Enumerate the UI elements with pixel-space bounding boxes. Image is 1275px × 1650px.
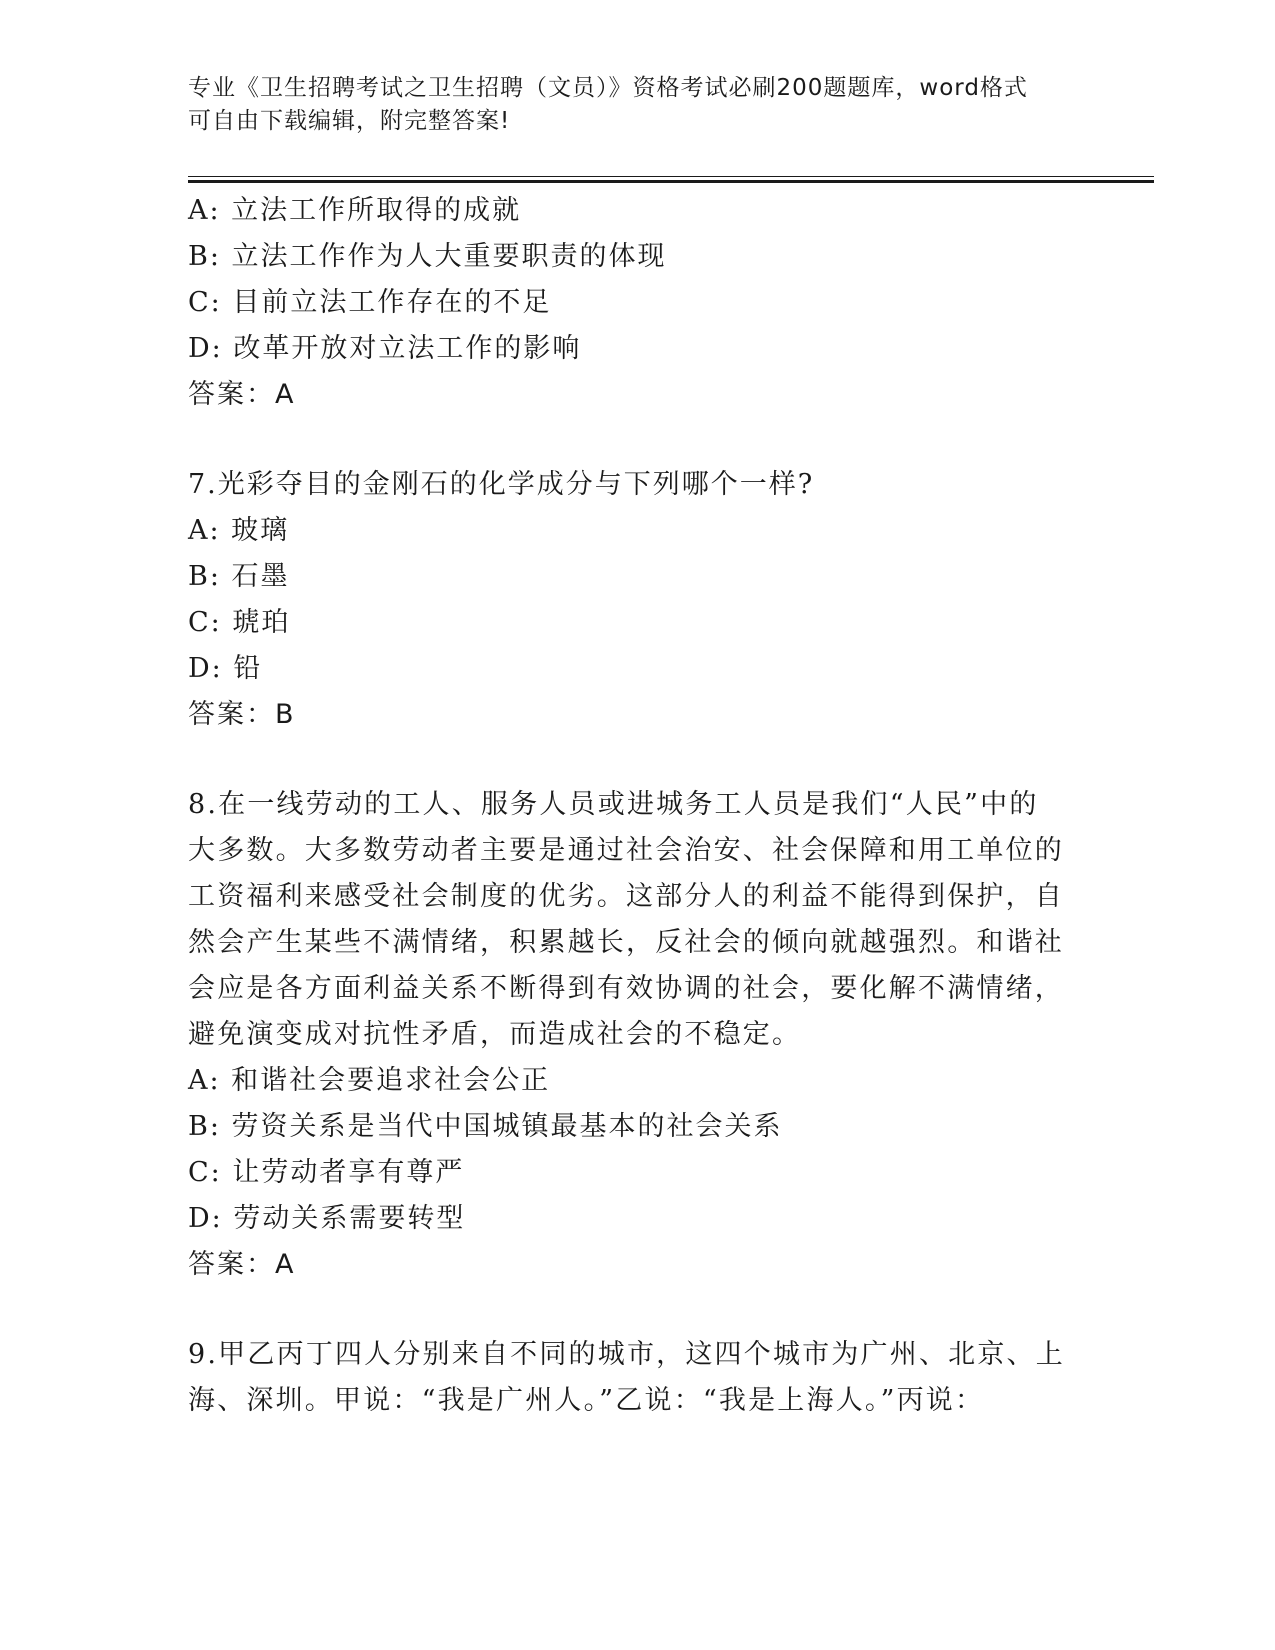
q7-option-b: B: 石墨 [188, 561, 290, 592]
q9-stem-line: 9.甲乙丙丁四人分别来自不同的城市，这四个城市为广州、北京、上 [188, 1339, 1065, 1370]
q6-answer: 答案：A [188, 379, 296, 410]
q8-stem [188, 782, 1068, 1058]
question-spacer [188, 1288, 1068, 1332]
q8-answer: 答案：A [188, 1249, 296, 1280]
q8-option-c: C: 让劳动者享有尊严 [188, 1157, 465, 1188]
q8-stem-line: 避免演变成对抗性矛盾，而造成社会的不稳定。 [188, 1019, 802, 1050]
q6-option-a: A: 立法工作所取得的成就 [188, 195, 522, 226]
q7-stem: 7.光彩夺目的金刚石的化学成分与下列哪个一样? [188, 469, 815, 500]
q8-stem-line: 会应是各方面利益关系不断得到有效协调的社会，要化解不满情绪， [188, 973, 1064, 1004]
q7-option-c: C: 琥珀 [188, 607, 291, 638]
q6-option-c: C: 目前立法工作存在的不足 [188, 287, 552, 318]
q8-option-a: A: 和谐社会要追求社会公正 [188, 1065, 551, 1096]
q9-stem [188, 1332, 1068, 1424]
q6-option-b: B: 立法工作作为人大重要职责的体现 [188, 241, 667, 272]
question-7-block [188, 462, 1068, 738]
question-spacer [188, 418, 1068, 462]
q7-option-a: A: 玻璃 [188, 515, 290, 546]
question-spacer [188, 738, 1068, 782]
q8-stem-line: 大多数。大多数劳动者主要是通过社会治安、社会保障和用工单位的 [188, 835, 1064, 866]
header-divider-thick [188, 180, 1154, 183]
q9-stem-line: 海、深圳。甲说：“我是广州人。”乙说：“我是上海人。”丙说： [188, 1385, 985, 1416]
question-content [188, 188, 1068, 1424]
q8-stem-line: 然会产生某些不满情绪，积累越长，反社会的倾向就越强烈。和谐社 [188, 927, 1064, 958]
q7-answer: 答案：B [188, 699, 296, 730]
q7-option-d: D: 铅 [188, 653, 263, 684]
header-title-line-2: 可自由下载编辑，附完整答案! [188, 108, 511, 134]
header-divider-thin [188, 176, 1154, 177]
question-6-block [188, 188, 1068, 418]
question-9-block [188, 1332, 1068, 1424]
q8-option-b: B: 劳资关系是当代中国城镇最基本的社会关系 [188, 1111, 783, 1142]
q8-option-d: D: 劳动关系需要转型 [188, 1203, 466, 1234]
q6-option-d: D: 改革开放对立法工作的影响 [188, 333, 582, 364]
q8-stem-line: 工资福利来感受社会制度的优劣。这部分人的利益不能得到保护，自 [188, 881, 1064, 912]
question-8-block [188, 782, 1068, 1288]
header-title-line-1: 专业《卫生招聘考试之卫生招聘（文员）》资格考试必刷200题题库，word格式 [188, 75, 1028, 101]
q8-stem-line: 8.在一线劳动的工人、服务人员或进城务工人员是我们“人民”中的 [188, 789, 1039, 820]
document-header [188, 72, 1068, 138]
